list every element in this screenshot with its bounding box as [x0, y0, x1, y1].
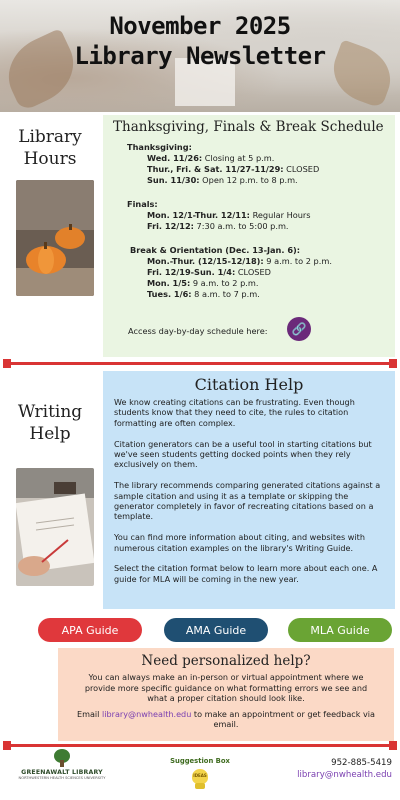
apa-guide-button[interactable]: APA Guide — [38, 618, 142, 642]
mla-guide-button[interactable]: MLA Guide — [288, 618, 392, 642]
section-divider — [3, 362, 397, 365]
schedule-heading: Break & Orientation (Dec. 13-Jan. 6): — [130, 245, 301, 255]
thanksgiving-schedule — [127, 142, 319, 186]
schedule-row: Wed. 11/26: Closing at 5 p.m. — [147, 153, 275, 163]
schedule-row: Mon. 12/1-Thur. 12/11: Regular Hours — [147, 210, 311, 220]
schedule-row: Thur., Fri. & Sat. 11/27-11/29: CLOSED — [147, 164, 320, 174]
library-logo[interactable] — [16, 749, 108, 795]
access-schedule-text: Access day-by-day schedule here: — [128, 326, 268, 336]
writing-help-heading: Writing Help — [17, 402, 83, 444]
suggestion-box-label: Suggestion Box — [170, 757, 230, 765]
citation-paragraph: Select the citation format below to learn more about each one. A guide for MLA will be coming in the new year. — [114, 563, 378, 584]
header-banner — [0, 0, 400, 112]
suggestion-box[interactable] — [158, 757, 242, 791]
schedule-row: Sun. 11/30: Open 12 p.m. to 8 p.m. — [147, 175, 298, 185]
citation-paragraph: You can find more information about citing, and websites with numerous citation examples on the library's Writing Guide. — [114, 532, 365, 553]
schedule-row: Mon. 1/5: 9 a.m. to 2 p.m. — [147, 278, 259, 288]
tree-logo-icon — [54, 749, 70, 767]
email-link[interactable]: library@nwhealth.edu — [102, 708, 192, 719]
pumpkins-image — [16, 180, 94, 296]
schedule-row: Fri. 12/12: 7:30 a.m. to 5:00 p.m. — [147, 221, 289, 231]
personalized-help-panel — [58, 648, 394, 741]
citation-help-panel — [103, 371, 395, 609]
schedule-heading: Finals: — [127, 199, 158, 209]
schedule-link-button[interactable] — [287, 317, 311, 341]
writing-hands-image — [16, 468, 94, 586]
newsletter-title-line2: Library Newsletter — [74, 42, 326, 70]
link-icon: 🔗 — [291, 322, 307, 336]
newsletter-title-line1: November 2025 — [109, 12, 291, 40]
citation-paragraph: The library recommends comparing generated citations against a sample citation and using it as a template or skipping the generator completely in favor of recreating citations based on a template. — [114, 480, 381, 522]
library-hours-heading: Library Hours — [18, 127, 82, 169]
personalized-help-title: Need personalized help? — [141, 653, 311, 669]
section-divider — [3, 744, 397, 747]
email-appointment-text: Email library@nwhealth.edu to make an appointment or get feedback via email. — [76, 708, 376, 729]
library-logo-subtitle: NORTHWESTERN HEALTH SCIENCES UNIVERSITY — [18, 776, 106, 780]
schedule-heading: Thanksgiving: — [127, 142, 192, 152]
schedule-row: Tues. 1/6: 8 a.m. to 7 p.m. — [147, 289, 260, 299]
autumn-leaf-decoration — [0, 28, 85, 112]
finals-schedule — [127, 199, 311, 232]
break-schedule — [130, 245, 332, 300]
citation-help-body — [114, 397, 389, 595]
ama-guide-button[interactable]: AMA Guide — [164, 618, 268, 642]
lightbulb-ideas-icon[interactable]: IDEAS — [189, 769, 211, 791]
holiday-schedule-panel — [103, 115, 395, 357]
phone-number: 952-885-5419 — [331, 758, 392, 768]
citation-paragraph: We know creating citations can be frustrating. Even though students know that they need to cite, the rules to citation formatting are often complex. — [114, 397, 355, 428]
citation-help-title: Citation Help — [194, 375, 304, 394]
schedule-row: Mon.-Thur. (12/15-12/18): 9 a.m. to 2 p.m. — [147, 256, 332, 266]
schedule-row: Fri. 12/19-Sun. 1/4: CLOSED — [147, 267, 271, 277]
footer-email-link[interactable]: library@nwhealth.edu — [297, 770, 392, 780]
contact-info — [297, 757, 392, 781]
library-logo-name: GREENAWALT LIBRARY — [21, 769, 103, 776]
personalized-help-text: You can always make an in-person or virtual appointment where we provide more specific guidance on what formatting errors we see and what a proper citation should look like. — [84, 672, 368, 703]
citation-paragraph: Citation generators can be a useful tool in starting citations but we've seen students getting docked points when they rely exclusively on them. — [114, 438, 372, 470]
schedule-panel-title: Thanksgiving, Finals & Break Schedule — [113, 119, 384, 135]
